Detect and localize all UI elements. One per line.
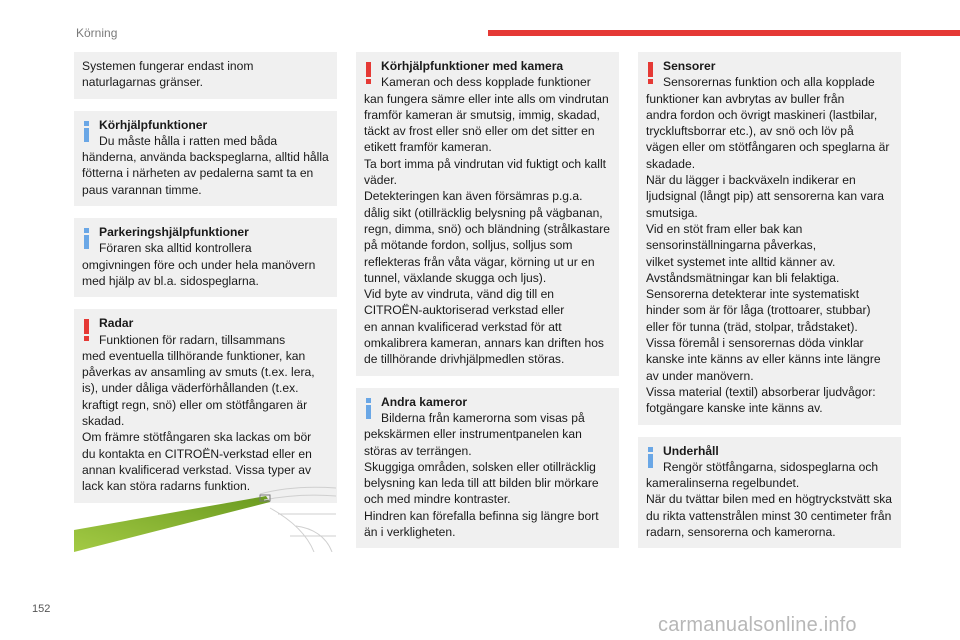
warning-first-line: Funktionen för radarn, tillsammans [99, 332, 286, 347]
notice-first-line: Rengör stötfångarna, sidospeglarna och [663, 459, 879, 474]
warning-line: Avståndsmätningar kan bli felaktiga. [646, 270, 840, 285]
info-icon [80, 121, 94, 143]
notice-line: När du tvättar bilen med en högtryckstvätt ska [646, 492, 893, 507]
warning-icon [80, 319, 94, 341]
warning-line: När du lägger i backväxeln indikerar en [646, 173, 856, 188]
warning-line: påverkas av ansamling av smuts (t.ex. lera, [82, 365, 315, 380]
warning-line: is), under dåliga väderförhållanden (t.ex. [82, 381, 299, 396]
warning-title: Körhjälpfunktioner med kamera [381, 59, 564, 73]
notice-line: pekskärmen eller instrumentpanelen kan [364, 427, 582, 442]
car-outline [260, 487, 336, 552]
warning-line: hinder som är för låga (trottoarer, stubbar) [646, 303, 871, 318]
warning-line: dålig sikt (otillräcklig belysning på vägbanan, [364, 205, 603, 220]
notice-line: paus varannan timme. [82, 182, 202, 197]
warning-icon [644, 62, 658, 84]
warning-line: tryckluftsborrar etc.), av snö och löv på [646, 124, 854, 139]
warning-line: Sensorerna detekterar inte systematiskt [646, 287, 860, 302]
warning-line: funktioner kan avbrytas av buller från [646, 91, 845, 106]
warning-radar [74, 309, 337, 502]
warning-line: med eventuella tillhörande funktioner, kan [82, 348, 306, 363]
warning-line: skadad. [82, 414, 125, 429]
warning-line: etikett framför kameran. [364, 140, 492, 155]
notice-title: Underhåll [663, 443, 719, 458]
info-icon [362, 398, 376, 420]
warning-sensors [638, 52, 901, 425]
page-number: 152 [32, 603, 51, 615]
warning-line: ljudsignal (långt pip) att sensorerna kan vara [646, 189, 884, 204]
notice-line: radarn, sensorerna och kamerorna. [646, 525, 836, 540]
notice-first-line: Föraren ska alltid kontrollera [99, 241, 252, 256]
radar-car-illustration [74, 478, 336, 552]
warning-line: de tillhörande drivhjälpmedlen störas. [364, 352, 565, 367]
notice-line: belysning kan leda till att bilden blir mörkare [364, 476, 599, 491]
notice-line: Hindren kan förefalla befinna sig längre bort [364, 508, 599, 523]
warning-line: lack kan störa radarns funktion. [82, 479, 251, 494]
notice-title: Körhjälpfunktioner [99, 117, 208, 132]
watermark-text: carmanualsonline.info [658, 614, 857, 636]
warning-line: Vissa material (textil) absorberar ljudvågor: [646, 384, 876, 399]
warning-title: Sensorer [663, 59, 716, 73]
notice-line: Skuggiga områden, solsken eller otillräcklig [364, 459, 596, 474]
warning-line: CITROËN-auktoriserad verkstad eller [364, 303, 565, 318]
warning-line: Vissa föremål i sensorernas döda vinklar [646, 336, 864, 351]
warning-line: av under manövern. [646, 368, 754, 383]
info-icon [80, 228, 94, 250]
notice-parking-aids [74, 218, 337, 297]
intro-line-1: Systemen fungerar endast inom [82, 59, 254, 73]
notice-line: med hjälp av bl.a. sidospeglarna. [82, 273, 259, 288]
column-2 [356, 52, 619, 560]
notice-line: störas av terrängen. [364, 443, 472, 458]
warning-line: kanske inte känns av eller känns inte längre [646, 352, 881, 367]
warning-line: på mötande fordon, solljus, solljus som [364, 238, 573, 253]
notice-line: omgivningen före och under hela manövern [82, 257, 316, 272]
header-section-label: Körning [76, 26, 118, 40]
notice-line: kameralinserna regelbundet. [646, 476, 800, 491]
warning-line: sensorinställningarna påverkas, [646, 238, 817, 253]
notice-title: Parkeringshjälpfunktioner [99, 225, 249, 240]
notice-line: fötterna i närheten av pedalerna samt ta en [82, 166, 314, 181]
warning-line: Om främre stötfångaren ska lackas om bör [82, 430, 312, 445]
warning-line: täckt av frost eller snö eller om det sitter en [364, 124, 595, 139]
warning-first-line: Kameran och dess kopplade funktioner [381, 75, 591, 90]
notice-line: än i verkligheten. [364, 525, 456, 540]
warning-line: väder. [364, 173, 397, 188]
warning-line: reflekteras från våta vägar, körning ut ur en [364, 254, 595, 269]
info-icon [644, 447, 658, 469]
intro-box [74, 52, 337, 99]
warning-first-line: Sensorernas funktion och alla kopplade [663, 75, 875, 90]
warning-line: kan fungera sämre eller inte alls om vindrutan [364, 91, 609, 106]
notice-line: händerna, använda backspeglarna, alltid hålla [82, 150, 329, 165]
notice-first-line: Bilderna från kamerorna som visas på [381, 410, 585, 425]
warning-line: du kontakta en CITROËN-verkstad eller en [82, 446, 312, 461]
warning-icon [362, 62, 376, 84]
warning-line: Vid byte av vindruta, vänd dig till en [364, 287, 555, 302]
notice-driving-aids [74, 111, 337, 206]
notice-maintenance [638, 437, 901, 549]
notice-line: du rikta vattenstrålen minst 30 centimeter från [646, 508, 892, 523]
warning-line: annan kvalificerad verkstad. Vissa typer av [82, 462, 312, 477]
warning-line: fotgängare kanske inte känns av. [646, 401, 823, 416]
warning-line: regn, dimma, snö) och bländning (strålkastare [364, 221, 611, 236]
warning-line: smutsiga. [646, 205, 698, 220]
notice-title: Andra kameror [381, 394, 468, 409]
warning-line: Ta bort imma på vindrutan vid fuktigt och kallt [364, 156, 606, 171]
warning-line: andra fordon och övrigt maskineri (lastbilar, [646, 107, 878, 122]
warning-line: vägen eller om stötfångaren och speglarna är [646, 140, 890, 155]
warning-line: tunnel, växlande skugga och ljus). [364, 270, 547, 285]
warning-line: en annan kvalificerad verkstad för att [364, 319, 562, 334]
warning-line: omkalibrera kameran, annars kan driften hos [364, 336, 604, 351]
warning-line: eller för tunna (träd, stolpar, trådstaket). [646, 319, 858, 334]
warning-line: Detekteringen kan även försämras p.g.a. [364, 189, 583, 204]
notice-other-cameras [356, 388, 619, 549]
column-1 [74, 52, 337, 515]
notice-line: och med mindre kontraster. [364, 492, 511, 507]
warning-line: Vid en stöt fram eller bak kan [646, 221, 803, 236]
warning-camera-aids [356, 52, 619, 376]
notice-first-line: Du måste hålla i ratten med båda [99, 133, 278, 148]
warning-line: vilket systemet inte alltid känner av. [646, 254, 836, 269]
header-accent-bar [488, 30, 960, 36]
intro-line-2: naturlagarnas gränser. [82, 75, 204, 90]
radar-beam-shape [74, 496, 270, 552]
warning-line: skadade. [646, 156, 696, 171]
warning-line: framför kameran är smutsig, immig, skadad, [364, 107, 600, 122]
column-3 [638, 52, 901, 560]
warning-line: kraftigt regn, snö) eller om stötfångaren är [82, 397, 308, 412]
warning-title: Radar [99, 316, 134, 331]
